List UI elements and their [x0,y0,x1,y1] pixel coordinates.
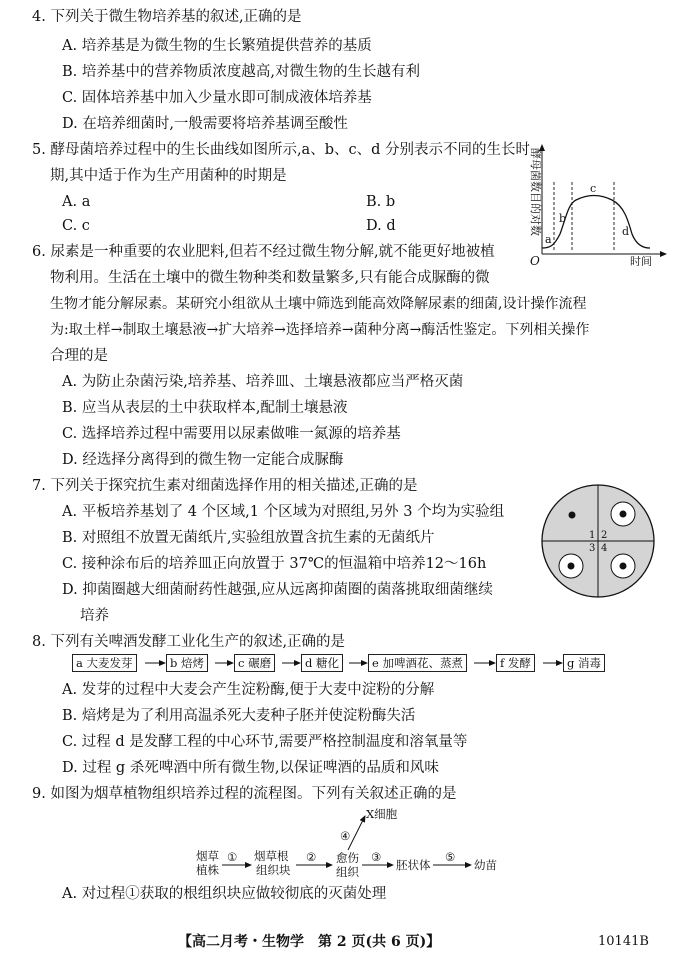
brewing-flow-arrows [0,654,677,674]
q5-stem-line2: 期,其中适于作为生产用菌种的时期是 [50,168,287,184]
flow-step-g: g 消毒 [563,654,605,672]
growth-curve-graph [518,142,668,266]
step-5: ⑤ [445,850,456,864]
q6-stem-line3: 生物才能分解尿素。某研究小组欲从土壤中筛选到能高效降解尿素的细菌,设计操作流程 [50,296,587,312]
step-1: ① [227,850,238,864]
graph-phase-d: d [622,225,630,238]
node-tobacco-plant-2: 植株 [196,863,219,877]
node-callus-2: 组织 [336,865,359,879]
graph-phase-c: c [590,182,597,195]
q8-option-d: D. 过程 g 杀死啤酒中所有微生物,以保证啤酒的品质和风味 [62,760,439,776]
petri-plate-diagram [539,482,657,600]
q5-stem-line1: 5. 酵母菌培养过程中的生长曲线如图所示,a、b、c、d 分别表示不同的生长时 [32,142,530,158]
plate-region-3: 3 [589,543,596,554]
q4-option-b: B. 培养基中的营养物质浓度越高,对微生物的生长越有利 [62,64,420,80]
plate-region-4: 4 [601,543,608,554]
graph-xlabel: 时间 [630,255,652,266]
graph-phase-b: b [559,212,567,225]
q6-stem-line2: 物利用。生活在土壤中的微生物种类和数量繁多,只有能合成脲酶的微 [50,270,490,286]
q9-option-a: A. 对过程①获取的根组织块应做较彻底的灭菌处理 [62,886,387,902]
node-callus-1: 愈伤 [336,851,359,865]
q4-option-c: C. 固体培养基中加入少量水即可制成液体培养基 [62,90,372,106]
q6-option-a: A. 为防止杂菌污染,培养基、培养皿、土壤悬液都应当严格灭菌 [62,374,464,390]
q5-option-c: C. c [62,218,90,234]
q5-option-a: A. a [62,194,91,210]
q8-option-a: A. 发芽的过程中大麦会产生淀粉酶,便于大麦中淀粉的分解 [62,682,435,698]
q7-option-b: B. 对照组不放置无菌纸片,实验组放置含抗生素的无菌纸片 [62,530,435,546]
q6-option-b: B. 应当从表层的土中获取样本,配制土壤悬液 [62,400,348,416]
q7-stem: 7. 下列关于探究抗生素对细菌选择作用的相关描述,正确的是 [32,478,418,494]
q6-stem-line5: 合理的是 [50,348,108,364]
q7-option-c: C. 接种涂布后的培养皿正向放置于 37℃的恒温箱中培养12～16h [62,556,487,572]
q4-option-d: D. 在培养细菌时,一般需要将培养基调至酸性 [62,116,348,132]
graph-ylabel: 酵母菌数目的对数 [529,148,542,236]
q5-option-b: B. b [366,194,396,210]
node-root-tissue-2: 组织块 [256,863,291,877]
flow-step-b: b 焙烤 [166,654,208,672]
node-root-tissue-1: 烟草根 [254,849,289,863]
plate-region-1: 1 [589,530,596,541]
q8-option-b: B. 焙烤是为了利用高温杀死大麦种子胚并使淀粉酶失活 [62,708,416,724]
node-embryoid: 胚状体 [396,858,431,872]
flow-step-f: f 发酵 [496,654,535,672]
step-4: ④ [340,829,351,843]
paper-code: 10141B [598,934,649,949]
q5-option-d: D. d [366,218,396,234]
node-tobacco-plant-1: 烟草 [196,849,219,863]
flow-step-c: c 碾磨 [234,654,275,672]
node-seedling: 幼苗 [474,858,497,872]
tissue-culture-flow [180,806,510,882]
q8-stem: 8. 下列有关啤酒发酵工业化生产的叙述,正确的是 [32,634,346,650]
q6-stem-line4: 为:取土样→制取土壤悬液→扩大培养→选择培养→菌种分离→酶活性鉴定。下列相关操作 [50,322,590,338]
graph-phase-a: a [545,233,552,246]
q6-option-c: C. 选择培养过程中需要用以尿素做唯一氮源的培养基 [62,426,401,442]
step-3: ③ [371,850,382,864]
q4-option-a: A. 培养基是为微生物的生长繁殖提供营养的基质 [62,38,372,54]
q4-stem: 4. 下列关于微生物培养基的叙述,正确的是 [32,9,302,25]
step-2: ② [306,850,317,864]
node-x-cell: X细胞 [366,807,398,821]
plate-region-2: 2 [601,530,608,541]
q8-option-c: C. 过程 d 是发酵工程的中心环节,需要严格控制温度和溶氧量等 [62,734,468,750]
flow-step-e: e 加啤酒花、蒸煮 [368,654,467,672]
q7-option-d-line1: D. 抑菌圈越大细菌耐药性越强,应从远离抑菌圈的菌落挑取细菌继续 [62,582,493,598]
q7-option-a: A. 平板培养基划了 4 个区域,1 个区域为对照组,另外 3 个均为实验组 [62,504,505,520]
q6-option-d: D. 经选择分离得到的微生物一定能合成脲酶 [62,452,344,468]
flow-step-d: d 糖化 [301,654,343,672]
q6-stem-line1: 6. 尿素是一种重要的农业肥料,但若不经过微生物分解,就不能更好地被植 [32,244,495,260]
q7-option-d-line2: 培养 [80,608,109,624]
q9-stem: 9. 如图为烟草植物组织培养过程的流程图。下列有关叙述正确的是 [32,786,457,802]
page-footer: 【高二月考・生物学 第 2 页(共 6 页)】 [178,934,441,950]
flow-step-a: a 大麦发芽 [72,654,137,672]
graph-origin: O [530,254,540,266]
